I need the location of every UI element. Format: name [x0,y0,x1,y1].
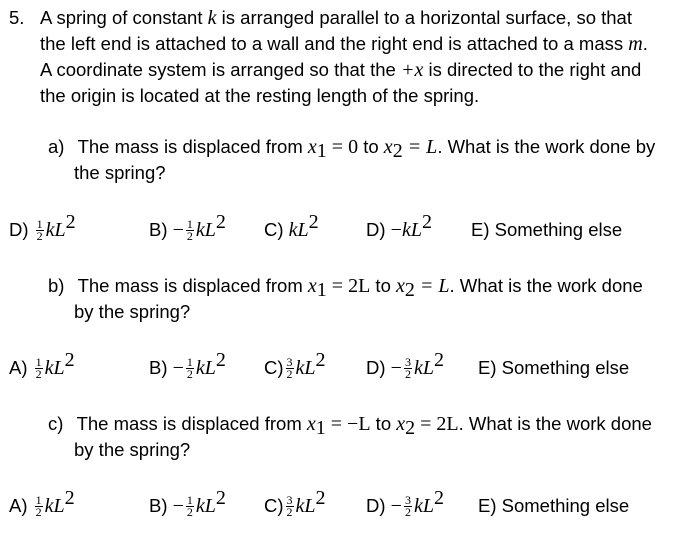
fraction: $\frac{1}{2}$ [36,216,43,243]
part-b-option-3[interactable]: C) $\frac{3}{2}$ $kL^2$ [264,349,326,381]
part-b-question-line2: by the spring? [74,301,191,322]
part-c-option-2[interactable]: B) − $\frac{1}{2}$ $kL^2$ [149,487,226,519]
part-a-question: a) The mass is displaced from $x_1 = 0$ to $x_2 = L$. What is the work done by [48,136,656,162]
part-b-option-4[interactable]: D) − $\frac{3}{2}$ $kL^2$ [366,349,444,381]
part-b-option-1[interactable]: A) $\frac{1}{2}$ $kL^2$ [9,349,75,381]
part-c-option-5[interactable]: E) Something else [478,495,630,516]
part-b-question: b) The mass is displaced from $x_1 = 2L$ to $x_2 = L$. What is the work done [48,275,643,301]
fraction: $\frac{1}{2}$ [35,354,42,381]
part-a-option-4[interactable]: $D) -kL^2$ [366,211,432,241]
intro-line-1: A spring of constant k is arranged parallel to a horizontal surface, so that [40,7,632,29]
fraction: $\frac{1}{2}$ [186,354,193,381]
fraction: $\frac{1}{2}$ [186,216,193,243]
fraction: $\frac{3}{2}$ [404,354,411,381]
fraction: $\frac{3}{2}$ [286,492,293,519]
part-c-question-line2: by the spring? [74,439,191,460]
fraction: $\frac{3}{2}$ [286,354,293,381]
part-a-option-1[interactable]: D) $\frac{1}{2}$ $kL^2$ [9,211,76,243]
part-a-option-3[interactable]: C) $kL^2$ [264,211,319,241]
problem-number: 5. [9,7,25,28]
part-c-question: c) The mass is displaced from $x_1 = -L$ to $x_2 = 2L$. What is the work done [48,413,652,439]
intro-line-4: the origin is located at the resting length of the spring. [40,85,480,106]
part-c-option-3[interactable]: C) $\frac{3}{2}$ $kL^2$ [264,487,326,519]
part-b-option-2[interactable]: B) − $\frac{1}{2}$ $kL^2$ [149,349,226,381]
fraction: $\frac{1}{2}$ [186,492,193,519]
intro-line-2: the left end is attached to a wall and the right end is attached to a mass m. [40,33,648,55]
part-b-option-5[interactable]: E) Something else [478,357,630,378]
fraction: $\frac{3}{2}$ [404,492,411,519]
fraction: $\frac{1}{2}$ [35,492,42,519]
intro-line-3: A coordinate system is arranged so that the +x is directed to the right and [40,59,642,81]
part-c-option-4[interactable]: D) − $\frac{3}{2}$ $kL^2$ [366,487,444,519]
part-a-option-5[interactable]: E) Something else [471,219,623,240]
part-a-question-line2: the spring? [74,162,166,183]
part-c-option-1[interactable]: A) $\frac{1}{2}$ $kL^2$ [9,487,75,519]
part-a-option-2[interactable]: B) − $\frac{1}{2}$ $kL^2$ [149,211,226,243]
